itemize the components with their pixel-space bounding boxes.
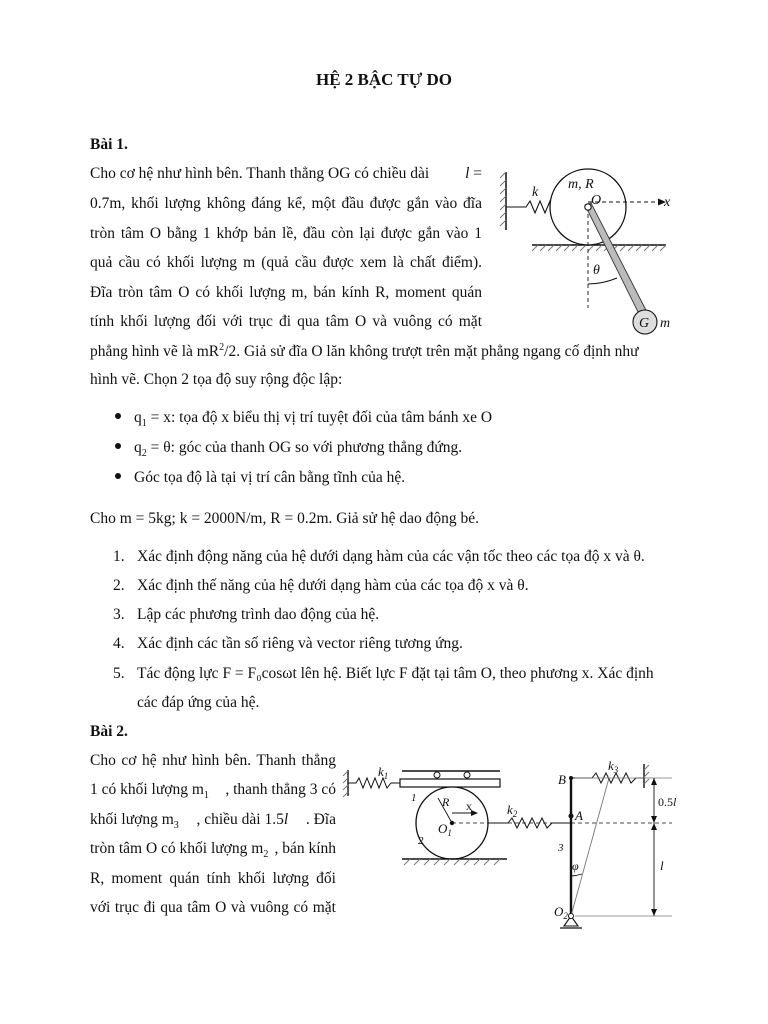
bai1-task-5: 5. Tác động lực F = F₀cosωt lên hệ. Biết lực F đặt tại tâm O, theo phương x. Xác định — [113, 665, 654, 682]
fig1-G-label: G — [639, 316, 650, 331]
bai2-line-2: 1 có khối lượng $m_1$ , thanh thẳng 3 có — [90, 781, 336, 802]
bai1-para-line-5: Đĩa tròn tâm O có khối lượng m, bán kính R, moment quán — [90, 284, 482, 301]
bai1-text: Cho cơ hệ như hình bên. Thanh thẳng OG có chiều dài — [90, 165, 430, 182]
bai1-task-4: 4. Xác định các tần số riêng và vector riêng tương ứng. — [113, 635, 463, 652]
fig2-k2-label: $k_2$ — [507, 802, 518, 819]
bai1-para-line-2: 0.7m, khối lượng không đáng kể, một đầu được gắn vào đĩa — [90, 195, 482, 212]
fig2-B-label: B — [558, 772, 566, 787]
length-expr: l = — [465, 165, 482, 182]
bai2-line-3: khối lượng $m_3$ , chiều dài 1.5l . Đĩa — [90, 811, 336, 832]
fig2-label-2: 2 — [418, 835, 424, 847]
fig2-phi-label: φ — [572, 859, 579, 873]
bai1-given: Cho m = 5kg; k = 2000N/m, R = 0.2m. Giả sử hệ dao động bé. — [90, 510, 479, 527]
fig1-theta-label: θ — [593, 263, 600, 278]
fig2-label-1: 1 — [411, 792, 417, 804]
page-title: HỆ 2 BẬC TỰ DO — [315, 70, 453, 89]
fig2-k3-label: $k_3$ — [608, 758, 619, 775]
bai1-bullet-1: $q_1 = x$: tọa độ x biểu thị vị trí tuyệt đối của tâm bánh xe O — [115, 409, 492, 429]
bai2-line-1: Cho cơ hệ như hình bên. Thanh thẳng — [90, 752, 336, 769]
bai1-task-1: 1. Xác định động năng của hệ dưới dạng hàm của các vận tốc theo các tọa độ x và θ. — [113, 548, 645, 565]
fig2-l-label: l — [660, 858, 664, 873]
fig1-O-label: O — [591, 193, 602, 208]
bai2-line-6: với trục đi qua tâm O và vuông có mặt — [90, 899, 336, 916]
bai1-bullet-3: Góc tọa độ là tại vị trí cân bằng tĩnh của hệ. — [115, 469, 405, 487]
bai1-bullet-2: $q_2 = \theta$: góc của thanh OG so với phương thẳng đứng. — [115, 439, 462, 459]
fig2-x-label: x — [466, 799, 472, 813]
figure-bai1 — [488, 158, 688, 350]
bai1-para-line-4: quả cầu có khối lượng m (quả cầu được xem là chất điểm). — [90, 254, 482, 271]
figure-bai2 — [342, 748, 687, 933]
fig1-mR-label: m, R — [568, 177, 594, 192]
fig2-O2-label: $O_2$ — [554, 904, 568, 921]
bai2-line-5: R, moment quán tính khối lượng đối — [90, 870, 336, 887]
fig1-m-label: m — [660, 316, 671, 331]
bai1-task-3: 3. Lập các phương trình dao động của hệ. — [113, 606, 380, 623]
bai1-task-5-cont: các đáp ứng của hệ. — [137, 694, 260, 711]
bai2-line-4: tròn tâm O có khối lượng $m_2$ , bán kính — [90, 840, 336, 861]
fig2-label-3: 3 — [558, 842, 564, 854]
bai1-para-line-3: tròn tâm O bằng 1 khớp bản lề, đầu còn lại được gắn vào 1 — [90, 225, 482, 242]
bai1-para-line-7: phẳng hình vẽ là $mR^2/2$. Giả sử đĩa O lăn không trượt trên mặt phẳng ngang cố định như — [90, 342, 639, 361]
fig2-A-label: A — [575, 808, 583, 823]
fig2-half-l-label: 0.5l — [658, 795, 677, 809]
fig2-R-label: R — [442, 795, 450, 809]
bai1-para-line-1 — [90, 165, 482, 183]
bai1-task-2: 2. Xác định thế năng của hệ dưới dạng hàm của các tọa độ x và θ. — [113, 577, 529, 594]
bai1-para-line-8: hình vẽ. Chọn 2 tọa độ suy rộng độc lập: — [90, 371, 343, 388]
fig2-O1-label: $O_1$ — [438, 821, 452, 838]
fig2-k1-label: $k_1$ — [378, 764, 389, 781]
bai1-heading: Bài 1. — [90, 136, 128, 153]
fig1-x-label: x — [664, 195, 671, 210]
bai1-para-line-6: tính khối lượng đối với trục đi qua tâm O và vuông có mặt — [90, 313, 482, 330]
bai2-heading: Bài 2. — [90, 723, 128, 740]
fig1-k-label: k — [532, 185, 539, 200]
